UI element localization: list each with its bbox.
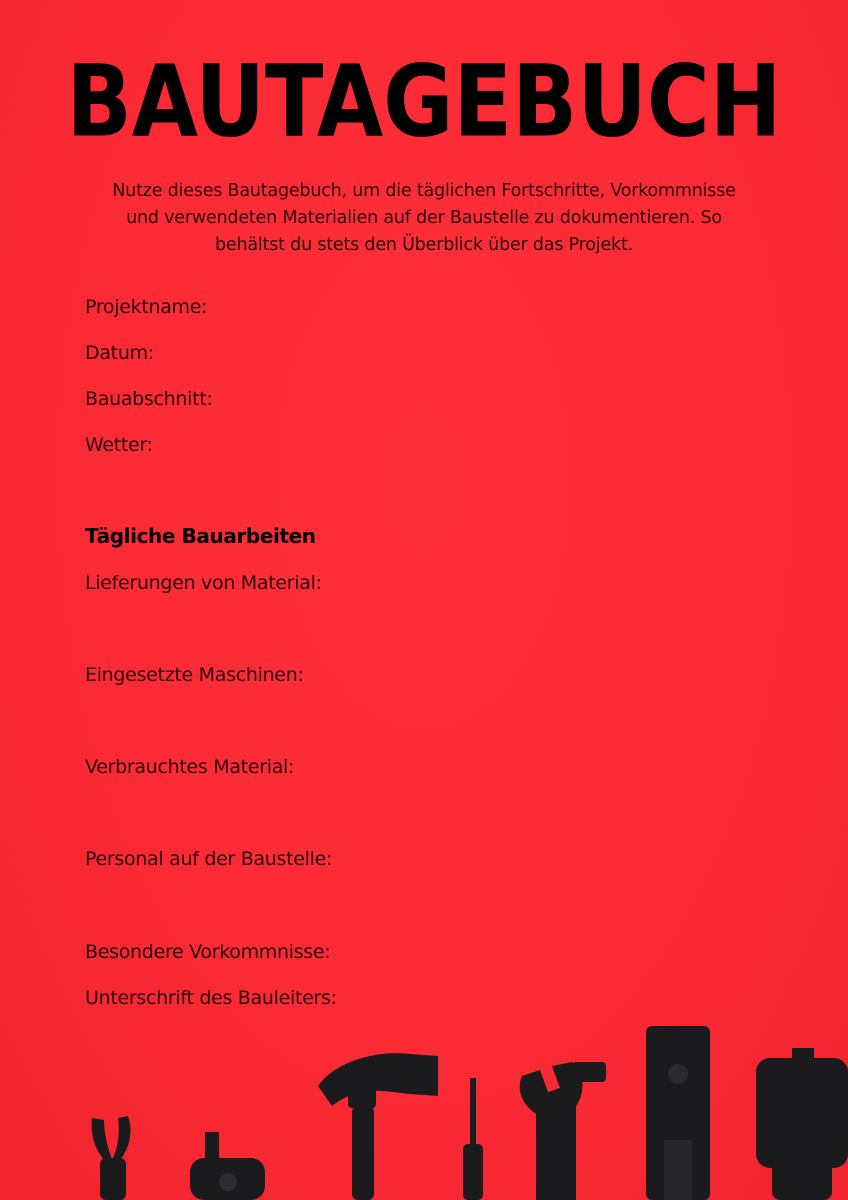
field-deliveries: Lieferungen von Material: xyxy=(85,572,322,594)
field-project-name: Projektname: xyxy=(85,296,208,318)
pliers-icon xyxy=(92,1116,131,1200)
intro-line: behältst du stets den Überblick über das Projekt. xyxy=(215,235,633,255)
document-title: BAUTAGEBUCH xyxy=(66,43,782,159)
field-section: Bauabschnitt: xyxy=(85,388,213,410)
field-signature: Unterschrift des Bauleiters: xyxy=(85,987,337,1009)
drill-icon xyxy=(756,1048,848,1200)
level-icon xyxy=(646,1026,710,1200)
tools-illustration xyxy=(0,1010,848,1200)
wrench-icon xyxy=(520,1062,606,1200)
field-incidents: Besondere Vorkommnisse: xyxy=(85,941,331,963)
field-material-used: Verbrauchtes Material: xyxy=(85,756,295,778)
field-personnel: Personal auf der Baustelle: xyxy=(85,848,333,870)
field-machines: Eingesetzte Maschinen: xyxy=(85,664,304,686)
field-date: Datum: xyxy=(85,342,154,364)
hammer-icon xyxy=(318,1053,438,1200)
field-weather: Wetter: xyxy=(85,434,153,456)
screwdriver-icon xyxy=(463,1078,483,1200)
intro-text xyxy=(84,178,764,259)
intro-line: und verwendeten Materialien auf der Baustelle zu dokumentieren. So xyxy=(126,208,722,228)
intro-line: Nutze dieses Bautagebuch, um die täglichen Fortschritte, Vorkommnisse xyxy=(112,181,736,201)
daily-works-heading: Tägliche Bauarbeiten xyxy=(85,524,316,548)
tape-measure-icon xyxy=(190,1132,265,1200)
